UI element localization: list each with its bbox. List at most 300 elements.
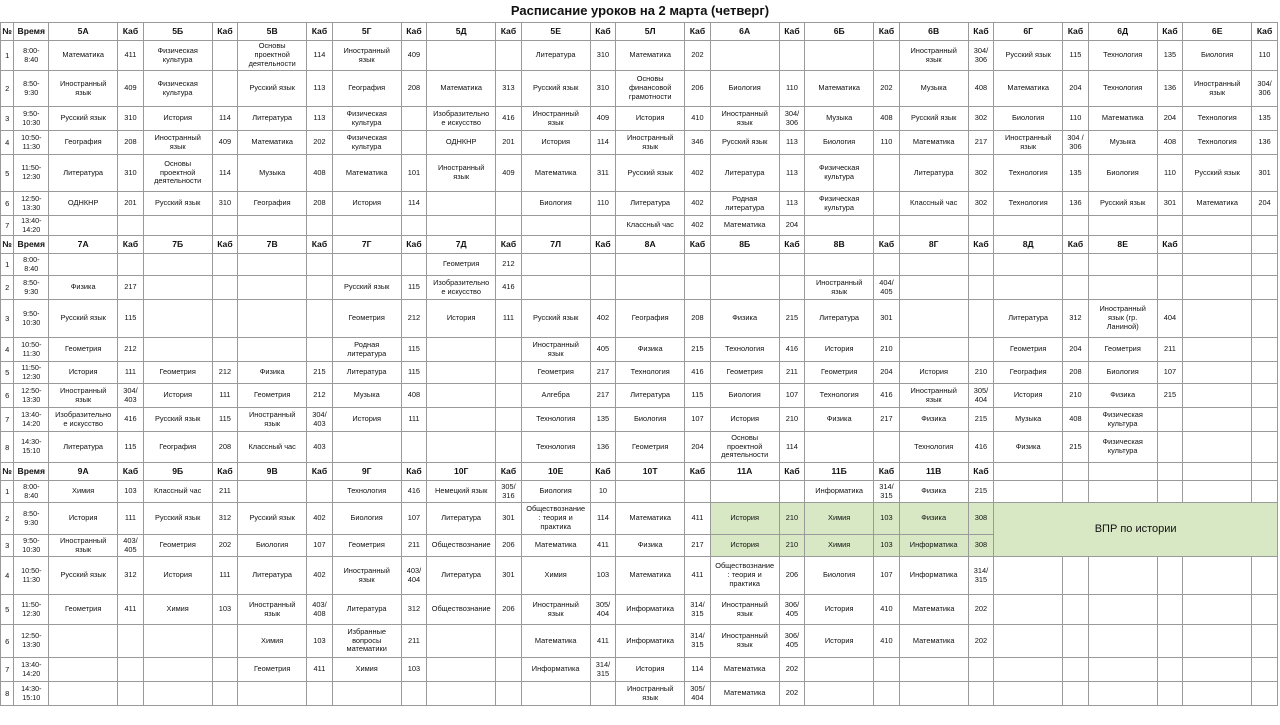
lesson-number: 7: [1, 658, 14, 682]
room-cell: [1252, 338, 1278, 362]
subject-cell: [1183, 216, 1252, 236]
subject-cell: Русский язык: [899, 107, 968, 131]
subject-cell: [238, 254, 307, 276]
lesson-number: 5: [1, 362, 14, 384]
subject-cell: Иностранный язык: [49, 71, 118, 107]
room-cell: [874, 216, 900, 236]
room-cell: 310: [118, 107, 144, 131]
room-cell: 416: [874, 384, 900, 408]
subject-cell: Литература: [427, 503, 496, 535]
room-cell: 403: [307, 432, 333, 463]
subject-cell: Биология: [616, 408, 685, 432]
room-cell: 208: [1063, 362, 1089, 384]
room-cell: 304/ 306: [968, 41, 994, 71]
subject-cell: [899, 682, 968, 706]
room-cell: 202: [685, 41, 711, 71]
subject-cell: Физика: [994, 432, 1063, 463]
room-cell: [1063, 625, 1089, 658]
subject-cell: [899, 658, 968, 682]
lesson-time: 10:50- 11:30: [14, 338, 49, 362]
subject-cell: История: [710, 408, 779, 432]
room-cell: 111: [496, 300, 522, 338]
subject-cell: [1088, 625, 1157, 658]
room-cell: [590, 276, 616, 300]
room-cell: 136: [1252, 131, 1278, 155]
room-cell: [307, 276, 333, 300]
room-cell: 302: [968, 155, 994, 192]
room-cell: 107: [307, 535, 333, 557]
room-cell: 201: [496, 131, 522, 155]
room-cell: 217: [685, 535, 711, 557]
room-cell: [590, 682, 616, 706]
room-cell: 217: [968, 131, 994, 155]
num-header: №: [1, 23, 14, 41]
subject-cell: [427, 192, 496, 216]
lesson-row: [1, 338, 1278, 362]
subject-cell: Химия: [805, 503, 874, 535]
room-cell: [1252, 216, 1278, 236]
subject-cell: Иностранный язык: [332, 557, 401, 595]
subject-cell: [1183, 481, 1252, 503]
lesson-number: 7: [1, 216, 14, 236]
room-cell: 304 / 306: [1063, 131, 1089, 155]
subject-cell: Иностранный язык: [332, 41, 401, 71]
subject-cell: Информатика: [899, 535, 968, 557]
room-cell: [496, 338, 522, 362]
subject-cell: Литература: [49, 432, 118, 463]
room-header: Каб: [496, 463, 522, 481]
subject-cell: [805, 41, 874, 71]
subject-cell: Литература: [49, 155, 118, 192]
room-cell: 211: [212, 481, 238, 503]
subject-cell: Русский язык: [1088, 192, 1157, 216]
room-header: Каб: [685, 23, 711, 41]
class-header: 8Е: [1088, 236, 1157, 254]
room-cell: [118, 625, 144, 658]
subject-cell: Музыка: [805, 107, 874, 131]
subject-cell: Физическая культура: [332, 131, 401, 155]
subject-cell: [427, 216, 496, 236]
subject-cell: История: [143, 384, 212, 408]
subject-cell: Математика: [899, 595, 968, 625]
subject-cell: [710, 254, 779, 276]
room-cell: 308: [968, 535, 994, 557]
subject-cell: [805, 216, 874, 236]
room-cell: [212, 658, 238, 682]
lesson-row: [1, 625, 1278, 658]
room-cell: 135: [590, 408, 616, 432]
room-cell: 302: [968, 192, 994, 216]
room-cell: 103: [118, 481, 144, 503]
room-cell: [779, 41, 805, 71]
room-header: Каб: [401, 463, 427, 481]
room-cell: 107: [1157, 362, 1183, 384]
room-cell: [874, 192, 900, 216]
lesson-time: 9:50- 10:30: [14, 107, 49, 131]
room-cell: 301: [496, 557, 522, 595]
subject-cell: Геометрия: [427, 254, 496, 276]
subject-cell: [427, 338, 496, 362]
subject-cell: Основы проектной деятельности: [143, 155, 212, 192]
room-cell: 306/ 405: [779, 595, 805, 625]
class-header: 7Л: [521, 236, 590, 254]
subject-cell: [427, 682, 496, 706]
subject-cell: Технология: [1088, 71, 1157, 107]
subject-cell: История: [143, 107, 212, 131]
subject-cell: [49, 254, 118, 276]
room-cell: 416: [685, 362, 711, 384]
subject-cell: [1183, 362, 1252, 384]
class-header: 7Б: [143, 236, 212, 254]
room-cell: [212, 300, 238, 338]
room-cell: 208: [212, 432, 238, 463]
room-cell: [212, 682, 238, 706]
room-cell: 202: [968, 595, 994, 625]
room-cell: [685, 276, 711, 300]
class-header: 7В: [238, 236, 307, 254]
class-header: 5Г: [332, 23, 401, 41]
subject-cell: Литература: [994, 300, 1063, 338]
class-header: 9А: [49, 463, 118, 481]
subject-cell: Классный час: [616, 216, 685, 236]
schedule-table: [0, 22, 1278, 706]
class-header: 7Г: [332, 236, 401, 254]
subject-cell: [1183, 338, 1252, 362]
subject-cell: [238, 481, 307, 503]
room-cell: [212, 216, 238, 236]
room-cell: [1252, 481, 1278, 503]
lesson-row: [1, 384, 1278, 408]
subject-cell: Технология: [332, 481, 401, 503]
subject-cell: Математика: [1183, 192, 1252, 216]
room-cell: 202: [874, 71, 900, 107]
room-cell: 305/ 404: [968, 384, 994, 408]
class-header: 8Г: [899, 236, 968, 254]
room-header: Каб: [590, 23, 616, 41]
room-cell: [1157, 254, 1183, 276]
subject-cell: Русский язык: [521, 300, 590, 338]
subject-cell: Иностранный язык: [521, 595, 590, 625]
subject-cell: Химия: [238, 625, 307, 658]
subject-cell: Биология: [521, 192, 590, 216]
subject-cell: Русский язык: [49, 557, 118, 595]
subject-cell: [1183, 300, 1252, 338]
room-cell: [118, 254, 144, 276]
room-cell: 110: [1252, 41, 1278, 71]
subject-cell: История: [49, 503, 118, 535]
room-cell: 301: [874, 300, 900, 338]
room-header: Каб: [1063, 236, 1089, 254]
lesson-row: [1, 362, 1278, 384]
subject-cell: Технология: [1183, 107, 1252, 131]
subject-cell: Основы проектной деятельности: [238, 41, 307, 71]
room-cell: [1252, 625, 1278, 658]
room-cell: 111: [212, 384, 238, 408]
room-cell: [874, 155, 900, 192]
subject-cell: Физика: [899, 481, 968, 503]
room-cell: 208: [685, 300, 711, 338]
room-cell: [212, 338, 238, 362]
subject-cell: Физика: [805, 408, 874, 432]
lesson-row: [1, 432, 1278, 463]
room-cell: 314/ 315: [685, 625, 711, 658]
room-cell: 113: [307, 71, 333, 107]
room-cell: [874, 432, 900, 463]
room-cell: 202: [212, 535, 238, 557]
subject-cell: [710, 276, 779, 300]
room-cell: 410: [874, 595, 900, 625]
class-header: 6Е: [1183, 23, 1252, 41]
lesson-time: 8:00- 8:40: [14, 254, 49, 276]
subject-cell: Биология: [805, 131, 874, 155]
subject-cell: [994, 557, 1063, 595]
subject-cell: Геометрия: [332, 535, 401, 557]
subject-cell: Физика: [238, 362, 307, 384]
room-cell: [496, 432, 522, 463]
room-cell: 211: [401, 535, 427, 557]
subject-cell: История: [521, 131, 590, 155]
room-cell: [212, 254, 238, 276]
room-cell: 409: [496, 155, 522, 192]
lesson-time: 11:50- 12:30: [14, 155, 49, 192]
subject-cell: История: [805, 625, 874, 658]
room-cell: 204: [1252, 192, 1278, 216]
subject-cell: История: [710, 535, 779, 557]
subject-cell: [805, 658, 874, 682]
lesson-number: 8: [1, 682, 14, 706]
room-cell: 113: [779, 155, 805, 192]
subject-cell: Физическая культура: [805, 155, 874, 192]
subject-cell: [1183, 254, 1252, 276]
lesson-row: [1, 300, 1278, 338]
lesson-number: 4: [1, 131, 14, 155]
room-cell: [496, 625, 522, 658]
class-header: [1088, 463, 1157, 481]
room-header: Каб: [212, 23, 238, 41]
subject-cell: Физика: [899, 503, 968, 535]
subject-cell: Биология: [805, 557, 874, 595]
room-cell: 305/ 404: [590, 595, 616, 625]
subject-cell: Русский язык: [143, 503, 212, 535]
subject-cell: География: [49, 131, 118, 155]
subject-cell: [710, 41, 779, 71]
subject-cell: Геометрия: [143, 535, 212, 557]
room-cell: 408: [1157, 131, 1183, 155]
subject-cell: Геометрия: [521, 362, 590, 384]
room-cell: [118, 216, 144, 236]
subject-cell: Иностранный язык: [238, 408, 307, 432]
subject-cell: Математика: [616, 557, 685, 595]
subject-cell: [1088, 481, 1157, 503]
class-header: 5Б: [143, 23, 212, 41]
room-cell: 210: [779, 503, 805, 535]
room-cell: 410: [685, 107, 711, 131]
room-header: Каб: [779, 463, 805, 481]
room-cell: [1063, 557, 1089, 595]
subject-cell: Математика: [521, 155, 590, 192]
class-header: 8А: [616, 236, 685, 254]
subject-cell: [805, 254, 874, 276]
class-header: 5В: [238, 23, 307, 41]
lesson-row: [1, 276, 1278, 300]
room-cell: 110: [779, 71, 805, 107]
room-cell: 405: [590, 338, 616, 362]
room-cell: 310: [590, 71, 616, 107]
subject-cell: Классный час: [899, 192, 968, 216]
room-cell: [1157, 625, 1183, 658]
room-header: Каб: [212, 463, 238, 481]
room-cell: 304/ 403: [307, 408, 333, 432]
lesson-number: 6: [1, 625, 14, 658]
room-cell: 101: [401, 155, 427, 192]
subject-cell: [332, 216, 401, 236]
room-cell: 208: [307, 192, 333, 216]
room-cell: 416: [496, 276, 522, 300]
room-cell: 404/ 405: [874, 276, 900, 300]
subject-cell: Биология: [994, 107, 1063, 131]
room-cell: [1252, 254, 1278, 276]
room-cell: 114: [307, 41, 333, 71]
subject-cell: [1183, 682, 1252, 706]
lesson-number: 8: [1, 432, 14, 463]
subject-cell: Физическая культура: [1088, 432, 1157, 463]
class-header: 5Д: [427, 23, 496, 41]
subject-cell: Физика: [49, 276, 118, 300]
subject-cell: [521, 276, 590, 300]
room-cell: [1157, 557, 1183, 595]
class-header: 5Е: [521, 23, 590, 41]
subject-cell: Изобразительно е искусство: [427, 107, 496, 131]
subject-cell: [238, 338, 307, 362]
subject-cell: Русский язык: [332, 276, 401, 300]
room-cell: 201: [118, 192, 144, 216]
subject-cell: [49, 682, 118, 706]
lesson-time: 9:50- 10:30: [14, 300, 49, 338]
subject-cell: Химия: [49, 481, 118, 503]
room-cell: [212, 41, 238, 71]
subject-cell: Химия: [143, 595, 212, 625]
subject-cell: Технология: [521, 432, 590, 463]
subject-cell: Геометрия: [143, 362, 212, 384]
subject-cell: Математика: [899, 131, 968, 155]
subject-cell: История: [616, 658, 685, 682]
room-cell: [496, 216, 522, 236]
room-cell: 416: [118, 408, 144, 432]
room-header: Каб: [779, 23, 805, 41]
subject-cell: Музыка: [332, 384, 401, 408]
room-cell: 115: [212, 408, 238, 432]
room-cell: 208: [401, 71, 427, 107]
room-header: Каб: [968, 463, 994, 481]
room-cell: [1157, 595, 1183, 625]
subject-cell: Биология: [1183, 41, 1252, 71]
room-header: Каб: [1157, 23, 1183, 41]
lesson-time: 8:50- 9:30: [14, 276, 49, 300]
subject-cell: [899, 216, 968, 236]
subject-cell: Математика: [332, 155, 401, 192]
vpr-note: ВПР по истории: [994, 503, 1278, 557]
subject-cell: [1183, 432, 1252, 463]
lesson-row: [1, 481, 1278, 503]
room-cell: 215: [685, 338, 711, 362]
room-cell: [590, 216, 616, 236]
subject-cell: Музыка: [994, 408, 1063, 432]
subject-cell: Физика: [616, 338, 685, 362]
subject-cell: Биология: [521, 481, 590, 503]
subject-cell: Русский язык: [616, 155, 685, 192]
lesson-number: 3: [1, 107, 14, 131]
subject-cell: Физическая культура: [1088, 408, 1157, 432]
subject-cell: Русский язык: [994, 41, 1063, 71]
subject-cell: Обществознание: [427, 595, 496, 625]
room-header: Каб: [685, 463, 711, 481]
room-cell: [118, 658, 144, 682]
room-header: Каб: [968, 236, 994, 254]
room-cell: [1063, 658, 1089, 682]
room-header: Каб: [874, 463, 900, 481]
room-cell: 103: [874, 535, 900, 557]
room-cell: [401, 131, 427, 155]
subject-cell: Иностранный язык: [994, 131, 1063, 155]
room-cell: 410: [874, 625, 900, 658]
class-header: 10Е: [521, 463, 590, 481]
subject-cell: Биология: [1088, 155, 1157, 192]
room-cell: 416: [779, 338, 805, 362]
room-cell: 304/ 306: [1252, 71, 1278, 107]
room-cell: [685, 254, 711, 276]
room-header: Каб: [685, 236, 711, 254]
subject-cell: Информатика: [616, 595, 685, 625]
lesson-time: 8:50- 9:30: [14, 503, 49, 535]
room-cell: [401, 682, 427, 706]
room-cell: 310: [118, 155, 144, 192]
lesson-row: [1, 408, 1278, 432]
subject-cell: [994, 216, 1063, 236]
subject-cell: [143, 300, 212, 338]
room-cell: [874, 41, 900, 71]
subject-cell: Литература: [616, 384, 685, 408]
room-cell: 416: [401, 481, 427, 503]
subject-cell: Обществознание : теория и практика: [710, 557, 779, 595]
room-cell: 411: [118, 595, 144, 625]
subject-cell: Русский язык: [521, 71, 590, 107]
room-cell: [401, 254, 427, 276]
room-cell: [968, 216, 994, 236]
room-cell: 115: [401, 362, 427, 384]
room-cell: 212: [118, 338, 144, 362]
room-cell: 211: [401, 625, 427, 658]
subject-cell: Иностранный язык (гр. Ланиной): [1088, 300, 1157, 338]
lesson-row: [1, 595, 1278, 625]
subject-cell: [805, 432, 874, 463]
subject-cell: [1183, 658, 1252, 682]
room-cell: 206: [685, 71, 711, 107]
room-cell: 304/ 306: [779, 107, 805, 131]
subject-cell: Физическая культура: [805, 192, 874, 216]
room-cell: [118, 682, 144, 706]
room-cell: [968, 338, 994, 362]
subject-cell: [143, 254, 212, 276]
subject-cell: Геометрия: [616, 432, 685, 463]
room-cell: [1252, 557, 1278, 595]
class-header: 8Д: [994, 236, 1063, 254]
room-cell: [1063, 682, 1089, 706]
subject-cell: Иностранный язык: [899, 41, 968, 71]
subject-cell: Геометрия: [238, 658, 307, 682]
room-cell: 310: [212, 192, 238, 216]
time-header: Время: [14, 23, 49, 41]
subject-cell: [994, 625, 1063, 658]
